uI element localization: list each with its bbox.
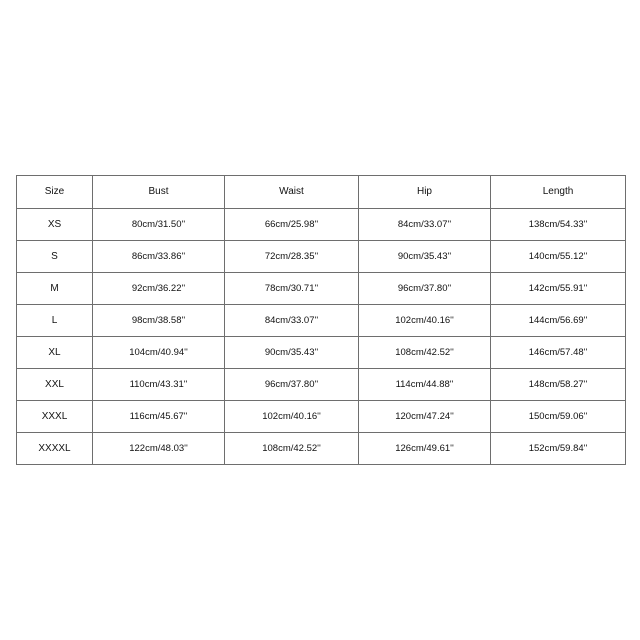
waist-cell: 78cm/30.71''	[225, 273, 359, 305]
table-row	[17, 401, 626, 433]
waist-cell: 72cm/28.35''	[225, 241, 359, 273]
hip-cell: 84cm/33.07''	[359, 209, 491, 241]
hip-cell: 102cm/40.16''	[359, 305, 491, 337]
size-cell: XXXL	[17, 401, 93, 433]
size-cell: M	[17, 273, 93, 305]
hip-cell: 114cm/44.88''	[359, 369, 491, 401]
table-row	[17, 337, 626, 369]
length-cell: 140cm/55.12''	[491, 241, 626, 273]
header-hip: Hip	[359, 176, 491, 209]
table-row	[17, 305, 626, 337]
length-cell: 142cm/55.91''	[491, 273, 626, 305]
waist-cell: 84cm/33.07''	[225, 305, 359, 337]
length-cell: 148cm/58.27''	[491, 369, 626, 401]
waist-cell: 108cm/42.52''	[225, 433, 359, 465]
header-bust: Bust	[93, 176, 225, 209]
hip-cell: 96cm/37.80''	[359, 273, 491, 305]
length-cell: 138cm/54.33''	[491, 209, 626, 241]
bust-cell: 116cm/45.67''	[93, 401, 225, 433]
length-cell: 146cm/57.48''	[491, 337, 626, 369]
waist-cell: 66cm/25.98''	[225, 209, 359, 241]
table-header-row	[17, 176, 626, 209]
length-cell: 150cm/59.06''	[491, 401, 626, 433]
waist-cell: 96cm/37.80''	[225, 369, 359, 401]
bust-cell: 92cm/36.22''	[93, 273, 225, 305]
waist-cell: 102cm/40.16''	[225, 401, 359, 433]
header-waist: Waist	[225, 176, 359, 209]
length-cell: 152cm/59.84''	[491, 433, 626, 465]
size-cell: L	[17, 305, 93, 337]
table-row	[17, 369, 626, 401]
size-cell: XL	[17, 337, 93, 369]
bust-cell: 86cm/33.86''	[93, 241, 225, 273]
bust-cell: 104cm/40.94''	[93, 337, 225, 369]
bust-cell: 110cm/43.31''	[93, 369, 225, 401]
table-row	[17, 241, 626, 273]
bust-cell: 98cm/38.58''	[93, 305, 225, 337]
size-cell: XS	[17, 209, 93, 241]
size-chart-table	[16, 175, 626, 465]
table-row	[17, 209, 626, 241]
hip-cell: 90cm/35.43''	[359, 241, 491, 273]
size-cell: XXL	[17, 369, 93, 401]
hip-cell: 126cm/49.61''	[359, 433, 491, 465]
table-row	[17, 433, 626, 465]
header-length: Length	[491, 176, 626, 209]
size-cell: XXXXL	[17, 433, 93, 465]
waist-cell: 90cm/35.43''	[225, 337, 359, 369]
hip-cell: 120cm/47.24''	[359, 401, 491, 433]
bust-cell: 122cm/48.03''	[93, 433, 225, 465]
header-size: Size	[17, 176, 93, 209]
size-cell: S	[17, 241, 93, 273]
bust-cell: 80cm/31.50''	[93, 209, 225, 241]
length-cell: 144cm/56.69''	[491, 305, 626, 337]
table-row	[17, 273, 626, 305]
hip-cell: 108cm/42.52''	[359, 337, 491, 369]
